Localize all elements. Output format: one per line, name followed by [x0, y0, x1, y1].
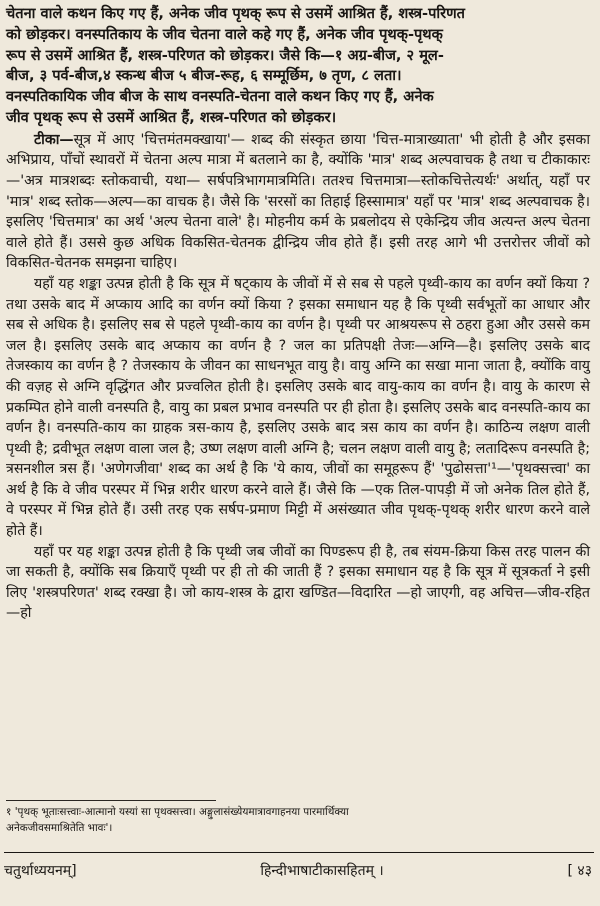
tika-heading: टीका—: [34, 131, 74, 148]
sutra-line: बीज, ३ पर्व-बीज,४ स्कन्ध बीज ५ बीज-रूह, ६ सम्मूर्छिम, ७ तृण, ८ लता।: [6, 67, 402, 85]
commentary-paragraph: यहाँ पर यह शङ्का उत्पन्न होती है कि पृथ्वी जब जीवों का पिण्डरूप ही है, तब संयम-क्रिया किस तरह पालन की जा सकती है, क्योंकि सब क्रियाएँ पृथ्वी पर ही तो की जाती हैं ? इसका समाधान यह है कि सूत्र में सूत्रकर्ता ने इसी लिए 'शस्त्रपरिणत' शब्द रक्खा है। जो काय-शस्त्र के द्वारा खण्डित—विदारित —हो जाएगी, वह अचित्त—जीव-रहित—हो: [6, 543, 590, 622]
footnote-divider: [6, 800, 216, 801]
footer-divider: [4, 852, 594, 853]
sutra-line: चेतना वाले कथन किए गए हैं, अनेक जीव पृथक् रूप से उसमें आश्रित हैं, शस्त्र-परिणत: [6, 5, 466, 22]
page-number: [ ४३: [567, 862, 592, 879]
page-footer: [4, 857, 592, 883]
paragraph-text: सूत्र में आए 'चित्तमंतमक्खाया'— शब्द की संस्कृत छाया 'चित्त-मात्राख्याता' भी होती है और इसका अभिप्राय, पाँचों स्थावरों में चेतना अल्प मात्रा में बतलाने का है, क्योंकि 'मात्र' शब्द अल्पवाचक है तथा च टीकाकारः—'अत्र मात्रशब्दः स्तोकवाची, यथा— सर्षपत्रिभागमात्रमिति। ततश्च चित्तमात्रा—स्तोकचित्तेत्यर्थः' अर्थात्, यहाँ पर 'मात्र' शब्द स्तोक—अल्प—का वाचक है। जैसे कि 'सरसों का तिहाई हिस्सामात्र' यहाँ पर 'मात्र' शब्द अल्पवाचक है। इसलिए 'चित्तमात्र' का अर्थ 'अल्प चेतना वाले' है। मोहनीय कर्म के प्रबलोदय से एकेन्द्रिय जीव अत्यन्त अल्प चेतना वाले होते हैं। उससे कुछ अधिक विकसित-चेतनक द्वीन्द्रिय जीव होते हैं। इसी तरह आगे भी उत्तरोत्तर जीवों को विकसित-चेतनक समझना चाहिए।: [6, 131, 590, 272]
footnote-line: अनेकजीवसमाश्रितेति भावः'।: [6, 822, 113, 834]
sutra-translation: [6, 4, 590, 129]
book-title: हिन्दीभाषाटीकासहितम् ।: [260, 862, 384, 879]
commentary-paragraph: [6, 130, 590, 274]
footnote: [6, 804, 590, 836]
sutra-line: को छोड़कर। वनस्पतिकाय के जीव चेतना वाले कहे गए हैं, अनेक जीव पृथक्-पृथक्: [6, 25, 443, 43]
sutra-line: जीव पृथक् रूप से उसमें आश्रित हैं, शस्त्र-परिणत को छोड़कर।: [6, 108, 337, 126]
commentary: [6, 130, 590, 624]
sutra-line: रूप से उसमें आश्रित हैं, शस्त्र-परिणत को छोड़कर। जैसे कि—१ अग्र-बीज, २ मूल-: [6, 46, 444, 64]
sutra-line: वनस्पतिकायिक जीव बीज के साथ वनस्पति-चेतना वाले कथन किए गए हैं, अनेक: [6, 88, 434, 106]
footnote-line: १ 'पृथक् भूताःसत्त्वाः-आत्मानो यस्यां सा पृथक्सत्त्वा। अङ्गुलासंख्येयमात्रावगाहनया पारमार्थिक्या: [6, 806, 349, 818]
commentary-paragraph: यहाँ यह शङ्का उत्पन्न होती है कि सूत्र में षट्काय के जीवों में से सब से पहले पृथ्वी-काय का वर्णन क्यों किया ? तथा उसके बाद में अप्काय आदि का वर्णन क्यों किया ? इसका समाधान यह है कि पृथ्वी सर्वभूतों का आधार और सब से अधिक है। इसलिए सब से पहले पृथ्वी-काय का वर्णन है। पृथ्वी पर आश्रयरूप से ठहरा हुआ और उससे कम जल है। इसलिए उसके बाद अप्काय का वर्णन है ? जल का प्रतिपक्षी तेजः—अग्नि—है। इसलिए उसके बाद तेजस्काय का वर्णन है ? तेजस्काय के जीवन का साधनभूत वायु है। वायु अग्नि का सखा माना जाता है, क्योंकि वायु की वज़ह से अग्नि वृद्धिंगत और प्रज्वलित होती है। इसलिए उसके बाद वायु-काय का वर्णन है। वायु के कारण से प्रकम्पित होने वाली वनस्पति है, वायु का प्रबल प्रभाव वनस्पति पर ही होता है। इसलिए उसके बाद वनस्पति-काय का वर्णन है। वनस्पति-काय का ग्राहक त्रस-काय है, इसलिए उसके बाद त्रस काय का वर्णन है। काठिन्य लक्षण वाली पृथ्वी है; द्रवीभूत लक्षण वाला जल है; उष्ण लक्षण वाली अग्नि है; चलन लक्षण वाली वायु है; लतादिरूप वनस्पति है; त्रसनशील त्रस हैं। 'अणेगजीवा' शब्द का अर्थ है कि 'ये काय, जीवों का समूहरूप हैं' 'पुढोसत्ता'¹—'पृथक्सत्त्वा' का अर्थ है कि वे जीव परस्पर में भिन्न शरीर धारण करने वाले हैं। जैसे कि —एक तिल-पापड़ी में जो अनेक तिल होते हैं, वे परस्पर में भिन्न होते हैं। उसी तरह एक सर्षप-प्रमाण मिट्टी में असंख्यात जीव पृथक्-पृथक् शरीर धारण करने वाले होते हैं।: [6, 275, 590, 540]
chapter-name: चतुर्थाध्ययनम्]: [4, 862, 77, 879]
